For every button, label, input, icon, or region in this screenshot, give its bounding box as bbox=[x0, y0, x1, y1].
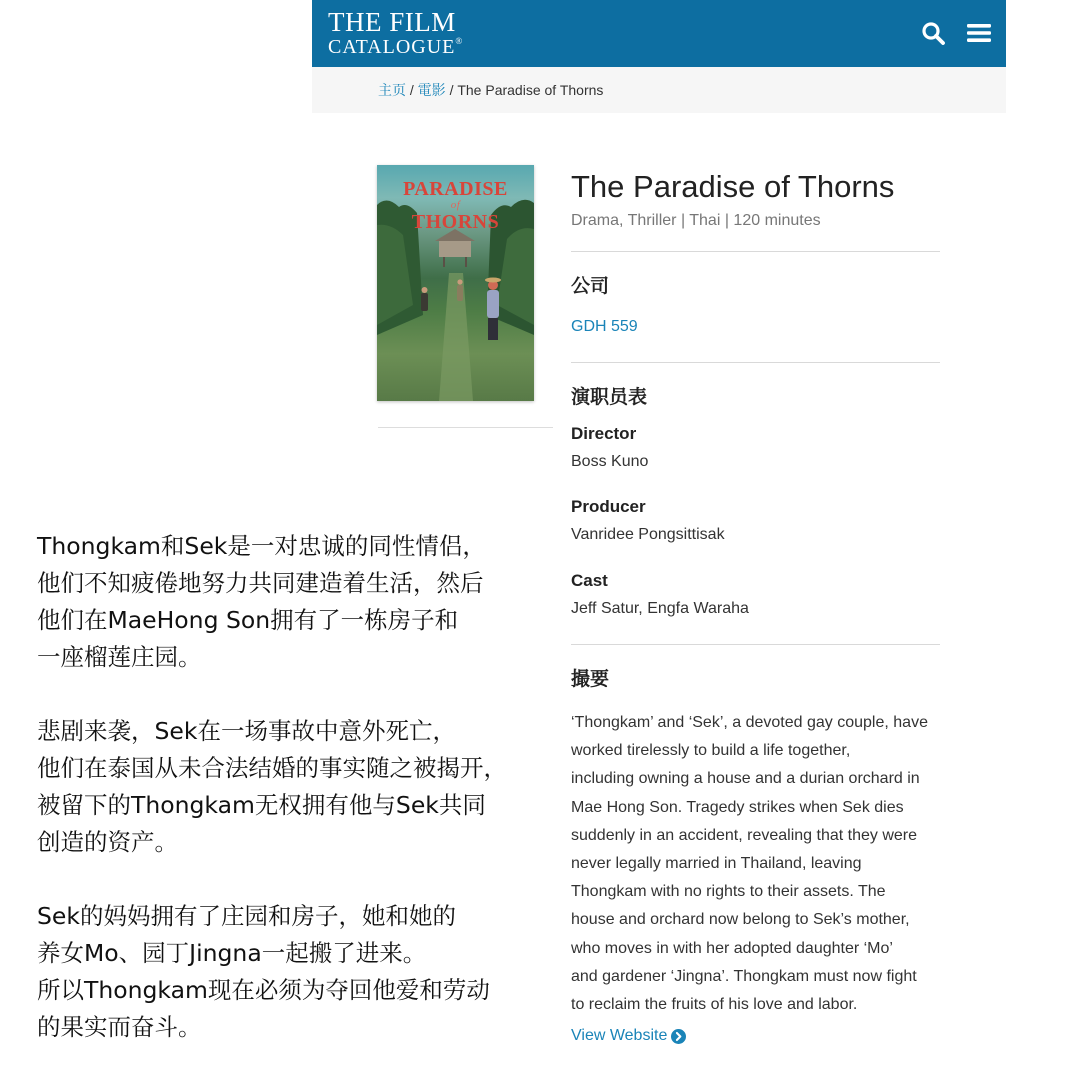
overlay-line: Thongkam和Sek是一对忠诚的同性情侣， bbox=[37, 532, 486, 560]
overlay-line: 被留下的Thongkam无权拥有他与Sek共同 bbox=[37, 791, 486, 819]
breadcrumb-separator: / bbox=[409, 82, 414, 98]
poster-title-line2: THORNS bbox=[411, 210, 500, 233]
company-link[interactable]: GDH 559 bbox=[571, 318, 638, 335]
overlay-line: Sek的妈妈拥有了庄园和房子，她和她的 bbox=[37, 902, 456, 930]
overlay-line: 创造的资产。 bbox=[37, 828, 178, 856]
view-website-link[interactable] bbox=[571, 1027, 686, 1045]
site-logo[interactable] bbox=[328, 9, 463, 57]
role-producer bbox=[571, 496, 941, 546]
logo-line2-text: CATALOGUE bbox=[328, 36, 456, 58]
view-website-label: View Website bbox=[571, 1027, 668, 1045]
header-icons bbox=[918, 18, 994, 48]
synopsis-line: and gardener ‘Jingna’. Thongkam must now fight bbox=[571, 967, 917, 985]
breadcrumb bbox=[312, 67, 1006, 113]
logo-registered-mark: ® bbox=[455, 36, 464, 46]
overlay-line: 他们不知疲倦地努力共同建造着生活，然后 bbox=[37, 569, 484, 597]
film-title: The Paradise of Thorns bbox=[571, 169, 895, 204]
overlay-line: 他们在泰国从未合法结婚的事实随之被揭开， bbox=[37, 754, 507, 782]
film-info bbox=[571, 168, 941, 1045]
synopsis-text bbox=[571, 709, 941, 1019]
site-header bbox=[312, 0, 1006, 67]
overlay-line: 的果实而奋斗。 bbox=[37, 1013, 202, 1041]
role-name: Boss Kuno bbox=[571, 453, 649, 470]
role-label: Cast bbox=[571, 571, 608, 590]
divider bbox=[571, 644, 940, 645]
film-poster[interactable] bbox=[377, 165, 534, 401]
cast-heading: 演职员表 bbox=[571, 386, 648, 408]
divider bbox=[571, 251, 940, 252]
synopsis-line: Thongkam with no rights to their assets. The bbox=[571, 883, 886, 901]
breadcrumb-films[interactable]: 電影 bbox=[417, 82, 446, 98]
role-name: Jeff Satur, Engfa Waraha bbox=[571, 600, 749, 617]
company-heading: 公司 bbox=[571, 275, 610, 297]
overlay-line: 悲剧来袭，Sek在一场事故中意外死亡， bbox=[37, 717, 456, 745]
synopsis-line: who moves in with her adopted daughter ‘Mo’ bbox=[571, 939, 893, 957]
synopsis-line: ‘Thongkam’ and ‘Sek’, a devoted gay couple, have bbox=[571, 714, 928, 731]
synopsis-heading: 撮要 bbox=[571, 668, 610, 690]
breadcrumb-current: The Paradise of Thorns bbox=[457, 82, 604, 98]
overlay-line: 养女Mo、园丁Jingna一起搬了进来。 bbox=[37, 939, 427, 967]
menu-icon[interactable] bbox=[964, 18, 994, 48]
synopsis-line: suddenly in an accident, revealing that they were bbox=[571, 826, 917, 844]
poster-title-line1: PARADISE bbox=[403, 178, 508, 200]
overlay-paragraph-1 bbox=[37, 528, 537, 676]
poster-title bbox=[377, 179, 534, 233]
breadcrumb-separator: / bbox=[449, 82, 454, 98]
logo-line2 bbox=[328, 37, 463, 57]
overlay-line: 所以Thongkam现在必须为夺回他爱和劳动 bbox=[37, 976, 490, 1004]
synopsis-line: including owning a house and a durian orchard in bbox=[571, 770, 920, 788]
view-website bbox=[571, 1027, 941, 1045]
divider bbox=[571, 362, 940, 363]
overlay-paragraph-2 bbox=[37, 713, 537, 861]
logo-line1: THE FILM bbox=[328, 7, 456, 37]
overlay-line: 他们在MaeHong Son拥有了一栋房子和 bbox=[37, 606, 459, 634]
role-label: Director bbox=[571, 424, 637, 443]
poster-title-of: of bbox=[450, 199, 461, 211]
synopsis-line: house and orchard now belong to Sek’s mother, bbox=[571, 911, 910, 929]
poster-divider bbox=[378, 427, 553, 428]
synopsis-line: worked tirelessly to build a life together, bbox=[571, 742, 851, 760]
overlay-line: 一座榴莲庄园。 bbox=[37, 643, 202, 671]
overlay-paragraph-3 bbox=[37, 898, 537, 1046]
film-meta: Drama, Thriller | Thai | 120 minutes bbox=[571, 212, 821, 229]
chevron-circle-right-icon bbox=[671, 1029, 686, 1044]
role-cast bbox=[571, 570, 941, 620]
breadcrumb-home[interactable]: 主页 bbox=[378, 82, 406, 98]
synopsis-line: never legally married in Thailand, leaving bbox=[571, 855, 862, 873]
role-director bbox=[571, 423, 941, 473]
role-label: Producer bbox=[571, 497, 646, 516]
search-icon[interactable] bbox=[918, 18, 948, 48]
synopsis-line: to reclaim the fruits of his love and labor. bbox=[571, 996, 858, 1014]
synopsis-line: Mae Hong Son. Tragedy strikes when Sek dies bbox=[571, 798, 904, 816]
role-name: Vanridee Pongsittisak bbox=[571, 526, 725, 543]
